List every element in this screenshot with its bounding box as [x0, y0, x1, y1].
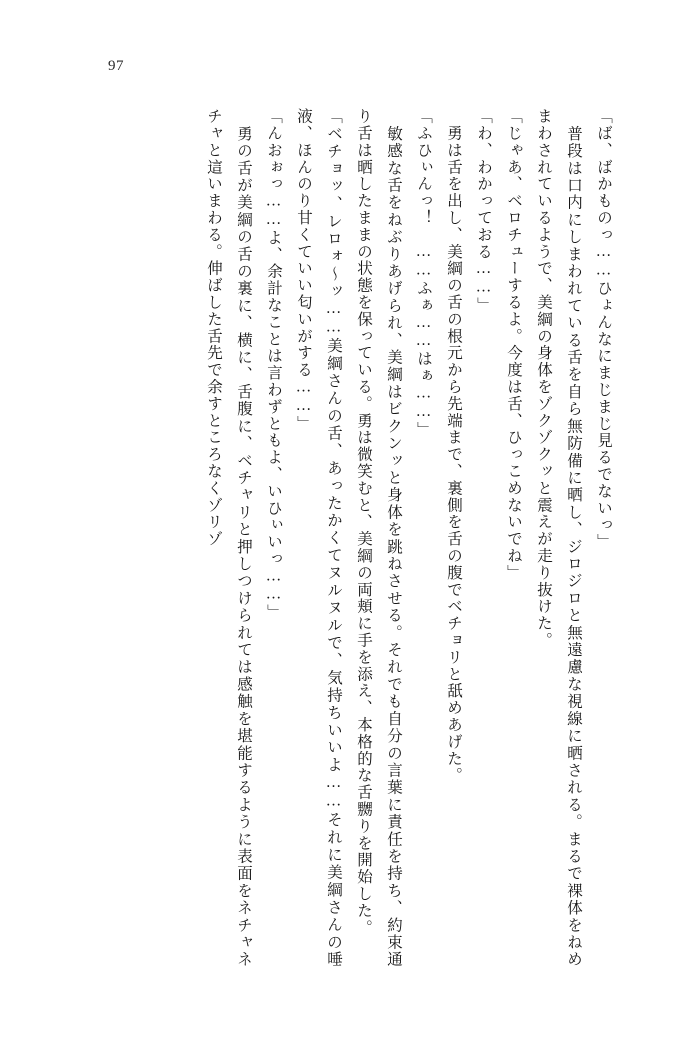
paragraph: 「わ、わかっておる……」: [475, 108, 492, 314]
paragraph: 「ば、ばかものっ……ひょんなにまじまじ見るでないっ」: [595, 108, 612, 551]
paragraph: 普段は口内にしまわれている舌を自ら無防備に晒し、ジロジロと無遠慮な視線に晒される。まるで裸体をねめまわされているようで、美綱の身体をゾクゾクッと震えが走り抜けた。: [535, 108, 582, 968]
paragraph: 「ベチョッ、レロォ～ッ……美綱さんの舌、あったかくてヌルヌルで、気持ちいいよ……それに美綱さんの唾液、ほんのり甘くていい匂いがする……」: [295, 108, 342, 968]
paragraph: 「んおぉっ……よ、余計なことは言わずともよ、いひぃいっ……」: [265, 108, 282, 621]
paragraph: 敏感な舌をねぶりあげられ、美綱はビクンッと身体を跳ねさせる。それでも自分の言葉に責任を持ち、約束通り舌は晒したままの状態を保っている。勇は微笑むと、美綱の両頬に手を添え、本格的な舌嬲りを開始した。: [355, 108, 402, 968]
paragraph: 勇は舌を出し、美綱の舌の根元から先端まで、裏側を舌の腹でベチョリと舐めあげた。: [445, 108, 462, 784]
page-number: 97: [108, 58, 124, 74]
paragraph: 「ふひぃんっ！ ……ふぁ……はぁ……」: [415, 108, 432, 439]
paragraph: 「じゃあ、ベロチューするよ。今度は舌、ひっこめないでね」: [505, 108, 522, 582]
paragraph: 勇の舌が美綱の舌の裏に、横に、舌腹に、ベチャリと押しつけられては感触を堪能するように表面をネチャネチャと這いまわる。伸ばした舌先で余すところなくゾリゾ: [205, 108, 252, 968]
vertical-text-body: [78, 108, 618, 968]
